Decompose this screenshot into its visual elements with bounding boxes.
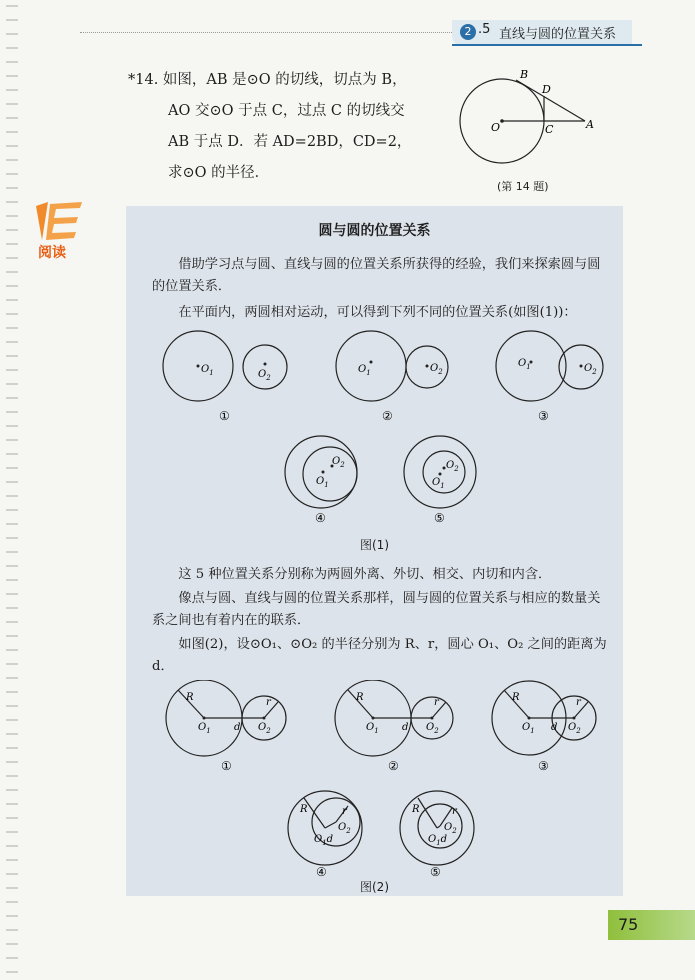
fig1-4-small-circle bbox=[303, 447, 357, 501]
fig2-3-o2: $O_2$ bbox=[568, 722, 581, 735]
fig2-5-o1d: $O_1d$ bbox=[428, 834, 448, 847]
fig2-2-r-big: R bbox=[356, 692, 364, 703]
paragraph: 如图(2)，设⊙O₁、⊙O₂ 的半径分别为 R、r，圆心 O₁、O₂ 之间的距离为 d． bbox=[152, 637, 607, 674]
fig2-4-r-small: r bbox=[342, 806, 347, 817]
fig1-3-o1-label: $O_1$ bbox=[518, 358, 531, 371]
fig1-2-big-circle bbox=[336, 331, 406, 401]
fig1-number-1: ① bbox=[219, 409, 230, 423]
fig1-number-4: ④ bbox=[315, 511, 326, 525]
fig2-1-d: d bbox=[234, 722, 241, 733]
problem-line: AB 于点 D．若 AD=2BD，CD=2， bbox=[168, 134, 412, 150]
paragraph: 这 5 种位置关系分别称为两圆外离、外切、相交、内切和内含． bbox=[178, 567, 552, 582]
fig2-1-r-small: r bbox=[266, 697, 271, 708]
problem-14 bbox=[128, 65, 438, 189]
fig2-2-r-small: r bbox=[434, 697, 439, 708]
section-header bbox=[452, 20, 695, 46]
fig1-5-o1-label: $O_1$ bbox=[432, 477, 445, 490]
reading-title: 圆与圆的位置关系 bbox=[318, 223, 431, 239]
label-o: O bbox=[491, 121, 501, 134]
paragraph: 借助学习点与圆、直线与圆的位置关系所获得的经验，我们来探索圆与圆的位置关系． bbox=[152, 257, 601, 294]
paragraph: 在平面内，两圆相对运动，可以得到下列不同的位置关系(如图(1))： bbox=[178, 305, 577, 320]
section-number-badge: 2 bbox=[460, 24, 476, 40]
fig2-4-o1d: $O_1d$ bbox=[314, 834, 334, 847]
paragraph: 像点与圆、直线与圆的位置关系那样，圆与圆的位置关系与相应的数量关系之间也有着内在的联系． bbox=[152, 591, 601, 628]
fig1-4-o1-label: $O_1$ bbox=[316, 476, 329, 489]
page-number-tab bbox=[608, 910, 695, 940]
fig1-3-big-circle bbox=[496, 331, 566, 401]
section-number-suffix: .5 bbox=[478, 22, 491, 37]
section-title: 直线与圆的位置关系 bbox=[499, 27, 617, 42]
fig1-2-o2-label: $O_2$ bbox=[430, 363, 443, 376]
figure-1 bbox=[126, 322, 623, 537]
fig1-1-small-circle bbox=[243, 345, 287, 389]
problem-number: *14. bbox=[128, 72, 159, 88]
fig1-3-o2-label: $O_2$ bbox=[584, 363, 597, 376]
fig2-5-r-small: r bbox=[452, 806, 457, 817]
fig1-4-big-circle bbox=[285, 436, 357, 508]
label-c: C bbox=[545, 123, 554, 136]
fig2-3-r-small: r bbox=[576, 697, 581, 708]
fig2-3-r-big: R bbox=[512, 692, 520, 703]
fig2-number-2: ② bbox=[388, 759, 399, 773]
problem-14-caption: (第 14 题) bbox=[497, 180, 549, 193]
section-header-underline bbox=[452, 44, 642, 46]
problem-line: AO 交⊙O 于点 C，过点 C 的切线交 bbox=[168, 103, 405, 119]
reading-section bbox=[126, 206, 623, 896]
fig2-number-1: ① bbox=[221, 759, 232, 773]
fig1-1-o2-label: $O_2$ bbox=[258, 369, 271, 382]
reading-badge-label: 阅读 bbox=[38, 245, 66, 261]
problem-line bbox=[128, 65, 438, 96]
fig2-number-3: ③ bbox=[538, 759, 549, 773]
label-a: A bbox=[586, 118, 594, 131]
fig1-2-o1-label: $O_1$ bbox=[358, 364, 371, 377]
binder-rings bbox=[4, 0, 20, 980]
fig2-1-r-big: R bbox=[186, 692, 194, 703]
problem-text: 如图，AB 是⊙O 的切线，切点为 B， bbox=[162, 72, 407, 88]
reading-middle bbox=[152, 564, 612, 678]
label-b: B bbox=[520, 68, 529, 81]
fig2-1-o1: $O_1$ bbox=[198, 722, 211, 735]
fig2-number-4: ④ bbox=[316, 865, 327, 879]
center-o-dot bbox=[500, 119, 504, 123]
fig1-number-2: ② bbox=[382, 409, 393, 423]
fig2-number-5: ⑤ bbox=[430, 865, 441, 879]
fig2-2-d: d bbox=[402, 722, 409, 733]
fig2-5-r-big: R bbox=[412, 804, 420, 815]
figure-2 bbox=[126, 680, 623, 880]
figure-1-caption: 图(1) bbox=[360, 538, 389, 552]
page-number: 75 bbox=[618, 915, 639, 934]
fig2-4-o2: $O_2$ bbox=[338, 822, 351, 835]
label-d: D bbox=[542, 83, 551, 96]
fig1-4-o2-label: $O_2$ bbox=[332, 456, 345, 469]
problem-line: 求⊙O 的半径． bbox=[168, 165, 270, 181]
fig2-2-o2: $O_2$ bbox=[426, 722, 439, 735]
fig2-3-o1: $O_1$ bbox=[522, 722, 535, 735]
fig2-3-d: d bbox=[551, 722, 558, 733]
reading-intro bbox=[152, 254, 612, 324]
fig1-1-o1-label: $O_1$ bbox=[201, 364, 214, 377]
header-dotted-rule bbox=[80, 32, 452, 33]
figure-2-caption: 图(2) bbox=[360, 880, 389, 894]
fig2-5-o2: $O_2$ bbox=[444, 822, 457, 835]
fig2-1-o2: $O_2$ bbox=[258, 722, 271, 735]
fig1-number-3: ③ bbox=[538, 409, 549, 423]
fig1-number-5: ⑤ bbox=[434, 511, 445, 525]
fig2-4-r-big: R bbox=[300, 804, 308, 815]
fig2-2-o1: $O_1$ bbox=[366, 722, 379, 735]
fig1-5-o2-label: $O_2$ bbox=[446, 460, 459, 473]
problem-14-figure bbox=[450, 62, 605, 172]
